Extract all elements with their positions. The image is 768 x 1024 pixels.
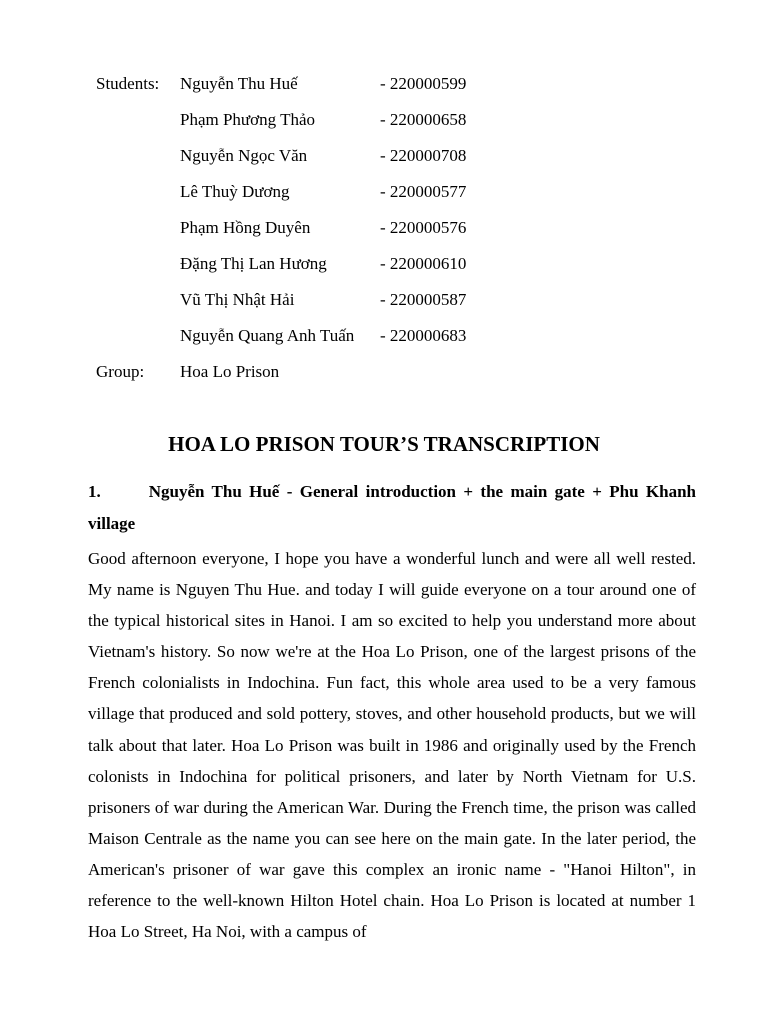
student-id: - 220000587	[380, 290, 467, 309]
student-name: Nguyễn Thu Huế	[180, 74, 298, 93]
student-id: - 220000576	[380, 218, 467, 237]
student-name: Lê Thuỳ Dương	[180, 182, 290, 201]
section-number: 1.	[88, 482, 101, 501]
student-name: Vũ Thị Nhật Hải	[180, 290, 295, 309]
body-paragraph: Good afternoon everyone, I hope you have a wonderful lunch and were all well rested. My name is Nguyen Thu Hue. and today I will guide everyone on a tour around one of the typical historical sites in Hanoi. I am so excited to help you understand more about Vietnam's history. So now we're at the Hoa Lo Prison, one of the largest prisons of the French colonialists in Indochina. Fun fact, this whole area used to be a very famous village that produced and sold pottery, stoves, and other household products, but we will talk about that later. Hoa Lo Prison was built in 1986 and originally used by the French colonists in Indochina for political prisoners, and later by North Vietnam for U.S. prisoners of war during the American War. During the French time, the prison was called Maison Centrale as the name you can see here on the main gate. In the later period, the American's prisoner of war gave this complex an ironic name - "Hanoi Hilton", in reference to the well-known Hilton Hotel chain. Hoa Lo Prison is located at number 1 Hoa Lo Street, Ha Noi, with a campus of	[88, 549, 696, 942]
student-id: - 220000658	[380, 110, 467, 129]
student-id: - 220000683	[380, 326, 467, 345]
document-title: HOA LO PRISON TOUR’S TRANSCRIPTION	[168, 432, 600, 456]
section-heading-text: Nguyễn Thu Huế - General introduction + the main gate + Phu Khanh village	[88, 482, 696, 533]
student-id: - 220000577	[380, 182, 467, 201]
student-name: Nguyễn Quang Anh Tuấn	[180, 326, 355, 345]
section-heading	[88, 476, 696, 540]
student-name: Phạm Phương Thảo	[180, 110, 316, 129]
student-name: Nguyễn Ngọc Văn	[180, 146, 308, 165]
student-id: - 220000599	[380, 74, 467, 93]
group-value: Hoa Lo Prison	[180, 362, 280, 381]
student-id: - 220000708	[380, 146, 467, 165]
student-name: Phạm Hồng Duyên	[180, 218, 311, 237]
group-label: Group:	[96, 362, 145, 381]
student-name: Đặng Thị Lan Hương	[180, 254, 327, 273]
students-label: Students:	[96, 74, 160, 93]
student-id: - 220000610	[380, 254, 467, 273]
